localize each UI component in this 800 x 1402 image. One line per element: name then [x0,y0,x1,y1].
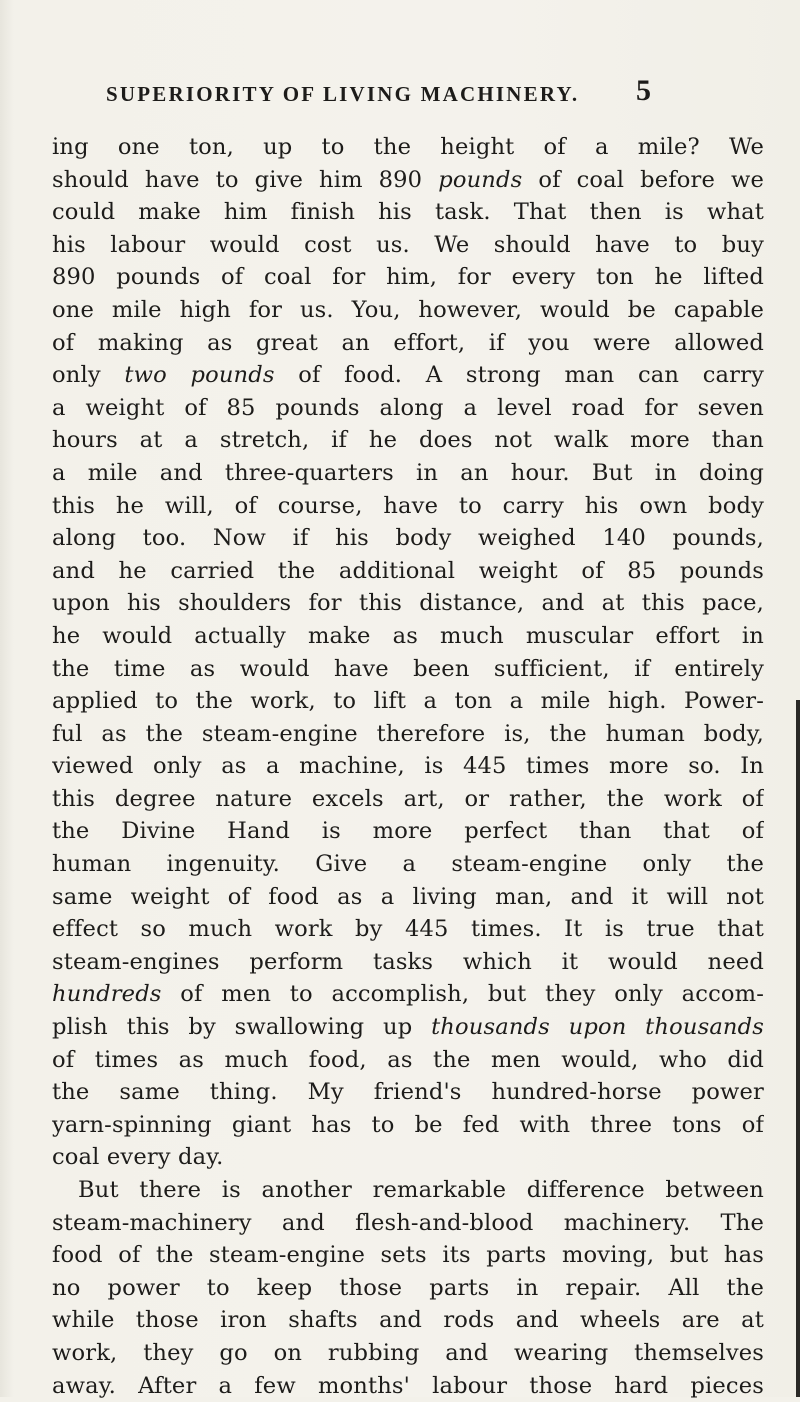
text-segment: the same thing. My friend's hundred-horse power [52,1079,764,1106]
text-segment: coal every day. [52,1144,224,1171]
text-line [52,718,764,751]
text-segment: the Divine Hand is more perfect than that of [52,818,764,845]
text-segment: one mile high for us. You, however, would be capable [52,296,764,323]
text-segment: should have to give him 890 [52,166,439,193]
text-segment: of men to accomplish, but they only accom- [161,981,764,1008]
text-segment: hours at a stretch, if he does not walk more than [52,427,764,454]
text-segment: two pounds [124,362,275,389]
text-segment: away. After a few months' labour those hard pieces [52,1372,764,1399]
text-segment: plish this by swallowing up [52,1014,432,1041]
text-segment: viewed only as a machine, is 445 times more so. In [52,753,764,780]
text-line [52,783,764,816]
text-line [52,978,764,1011]
text-segment: 890 pounds of coal for him, for every ton he lifted [52,264,764,291]
text-line [52,1304,764,1337]
text-segment: and he carried the additional weight of 85 pounds [52,557,764,584]
text-segment: applied to the work, to lift a ton a mile high. Power- [52,688,764,715]
text-line [52,392,764,425]
text-segment: steam-engines perform tasks which it would need [52,948,764,975]
text-segment: of making as great an effort, if you were allowed [52,329,764,356]
text-line [52,1207,764,1240]
body-text [52,131,764,1402]
text-segment: human ingenuity. Give a steam-engine only the [52,851,764,878]
text-line [52,848,764,881]
text-segment: a weight of 85 pounds along a level road for seven [52,394,764,421]
text-segment: same weight of food as a living man, and it will not [52,883,764,910]
text-segment: no power to keep those parts in repair. All the [52,1274,764,1301]
text-segment: ful as the steam-engine therefore is, the human body, [52,720,764,747]
text-segment: ing one ton, up to the height of a mile? We [52,134,764,160]
text-line [52,229,764,262]
text-segment: he would actually make as much muscular effort in [52,622,764,649]
text-line [52,685,764,718]
text-line [52,424,764,457]
text-line [52,490,764,523]
text-segment: hundreds [52,981,162,1008]
text-segment: But there is another remarkable difference between [78,1177,764,1203]
text-segment: of coal before we [522,166,764,193]
text-segment: his labour would cost us. We should have to buy [52,231,764,258]
text-line [52,1337,764,1370]
page-number: 5 [636,74,651,107]
text-segment: yarn-spinning giant has to be fed with three tons of [52,1111,764,1138]
text-segment: upon his shoulders for this distance, and at this pace, [52,590,764,617]
text-segment: this degree nature excels art, or rather, the work of [52,785,764,812]
text-line [52,131,764,164]
text-segment: a mile and three-quarters in an hour. But in doing [52,459,764,486]
page-binding-edge [796,700,800,1397]
text-segment: food of the steam-engine sets its parts moving, but has [52,1242,764,1269]
text-segment: along too. Now if his body weighed 140 pounds, [52,525,764,552]
text-line [52,555,764,588]
text-line [52,359,764,392]
text-segment: thousands upon thousands [431,1014,764,1041]
text-line [52,1011,764,1044]
text-line [52,457,764,490]
text-line [52,1109,764,1142]
text-segment: of food. A strong man can carry [274,362,764,389]
text-line [52,1141,764,1174]
text-line [52,1044,764,1077]
text-segment: this he will, of course, have to carry his own body [52,492,764,519]
text-line [52,196,764,229]
text-line [52,750,764,783]
text-line [52,881,764,914]
text-line [52,164,764,197]
text-segment: of times as much food, as the men would, who did [52,1046,764,1073]
text-line [52,815,764,848]
text-line [52,946,764,979]
text-line [52,913,764,946]
text-line [52,1076,764,1109]
text-line [52,522,764,555]
text-segment: the time as would have been sufficient, if entirely [52,655,764,682]
text-segment: pounds [438,166,523,193]
text-segment: only [52,362,125,389]
text-line [52,587,764,620]
text-line [52,1239,764,1272]
text-segment: while those iron shafts and rods and wheels are at [52,1307,764,1334]
text-segment: effect so much work by 445 times. It is true that [52,916,764,943]
text-line [52,261,764,294]
text-line [52,620,764,653]
text-line [52,327,764,360]
text-line [52,1174,764,1207]
running-head-title: SUPERIORITY OF LIVING MACHINERY. [106,82,580,106]
text-segment: work, they go on rubbing and wearing themselves [52,1339,764,1366]
text-segment: could make him finish his task. That then is what [52,199,764,226]
text-line [52,653,764,686]
text-line [52,294,764,327]
text-line [52,1272,764,1305]
running-head [0,74,800,122]
text-segment: steam-machinery and flesh-and-blood machinery. The [52,1209,764,1236]
text-line [52,1370,764,1402]
